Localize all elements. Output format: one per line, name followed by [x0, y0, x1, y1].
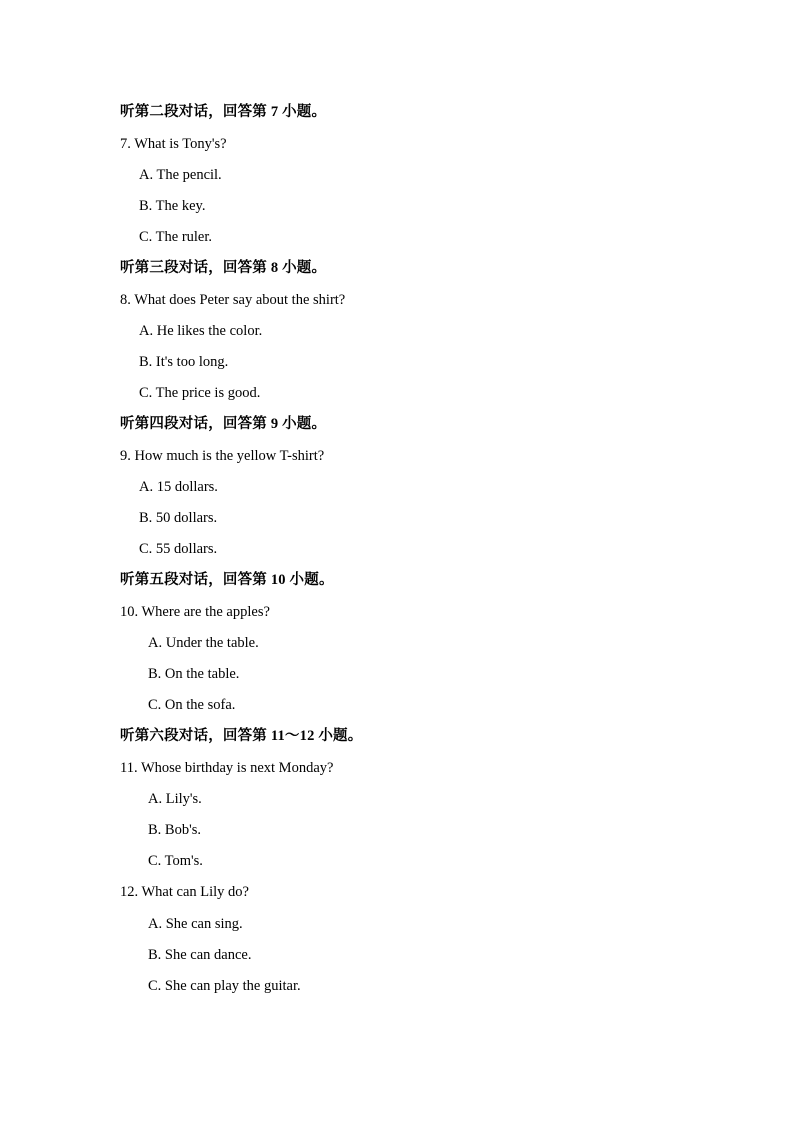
section-heading: 听第四段对话，回答第 9 小题。	[120, 416, 327, 432]
answer-option: A. 15 dollars.	[139, 479, 218, 495]
answer-option: A. Under the table.	[148, 635, 259, 651]
answer-option: C. 55 dollars.	[139, 541, 218, 557]
answer-option: A. Lily's.	[148, 791, 202, 807]
question-prompt: 11. Whose birthday is next Monday?	[120, 760, 334, 776]
section-heading: 听第二段对话，回答第 7 小题。	[120, 104, 327, 120]
answer-option: C. She can play the guitar.	[148, 978, 301, 994]
answer-option: B. It's too long.	[139, 354, 229, 370]
answer-option: B. On the table.	[148, 666, 240, 682]
answer-option: C. The ruler.	[139, 229, 213, 245]
answer-option: A. The pencil.	[139, 167, 222, 183]
answer-option: C. On the sofa.	[148, 697, 236, 713]
section-heading: 听第三段对话，回答第 8 小题。	[120, 260, 327, 276]
answer-option: B. She can dance.	[148, 947, 252, 963]
answer-option: C. The price is good.	[139, 385, 261, 401]
answer-option: B. The key.	[139, 198, 206, 214]
section-heading: 听第六段对话，回答第 11～12 小题。	[120, 728, 363, 744]
answer-option: C. Tom's.	[148, 853, 203, 869]
question-prompt: 10. Where are the apples?	[120, 604, 270, 620]
question-prompt: 9. How much is the yellow T-shirt?	[120, 448, 325, 464]
answer-option: A. She can sing.	[148, 916, 243, 932]
question-prompt: 8. What does Peter say about the shirt?	[120, 292, 346, 308]
answer-option: A. He likes the color.	[139, 323, 263, 339]
section-heading: 听第五段对话，回答第 10 小题。	[120, 572, 334, 588]
question-prompt: 7. What is Tony's?	[120, 136, 227, 152]
answer-option: B. Bob's.	[148, 822, 201, 838]
answer-option: B. 50 dollars.	[139, 510, 218, 526]
question-prompt: 12. What can Lily do?	[120, 884, 249, 900]
